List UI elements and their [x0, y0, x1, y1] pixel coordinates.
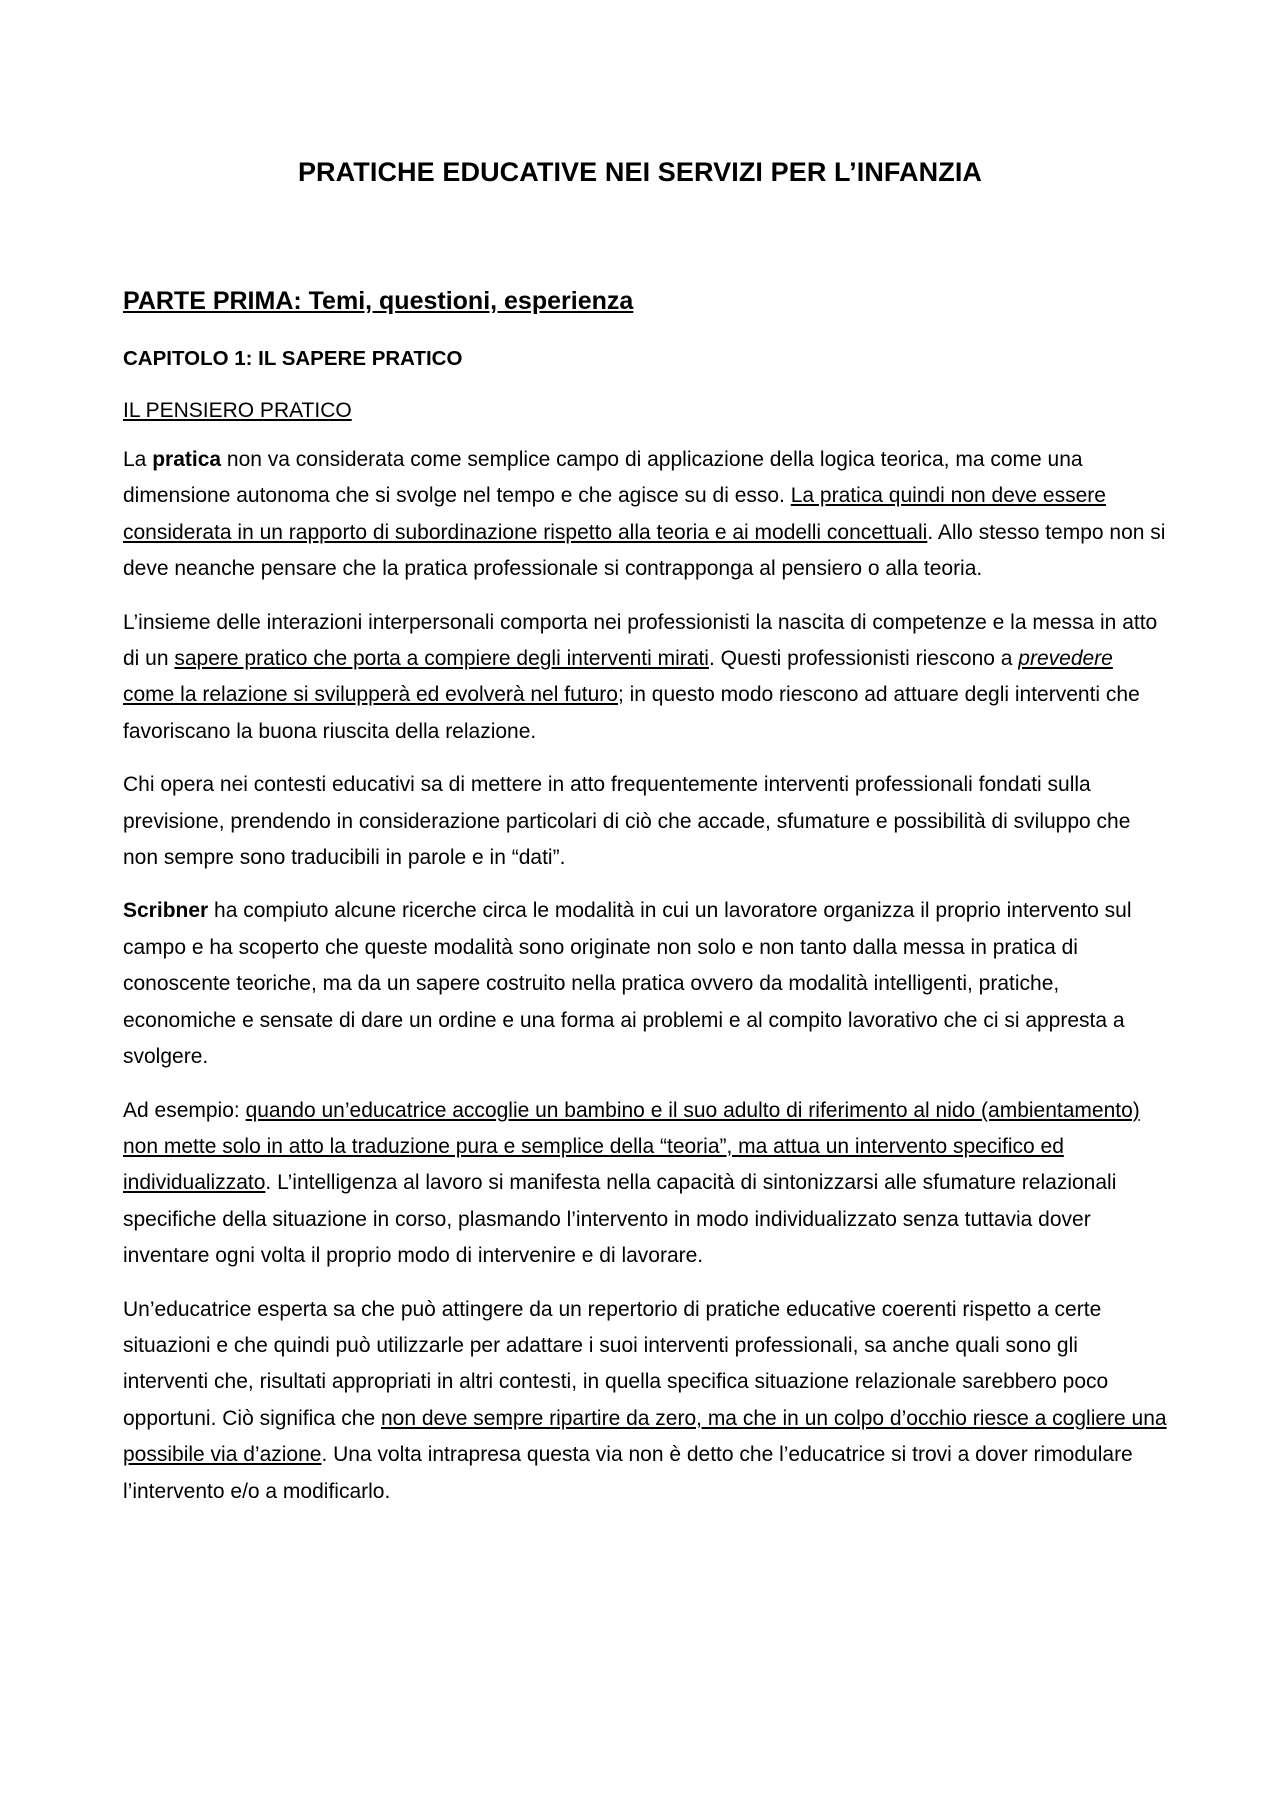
text-run: Scribner — [123, 899, 209, 923]
text-run: non deve sempre ripartire da zero, ma che in un colpo d’occhio riesce a cogliere una possibile via d’azione — [123, 1406, 1167, 1467]
paragraph-6 — [123, 1292, 1168, 1510]
section-heading: IL PENSIERO PRATICO — [123, 399, 352, 422]
text-run: ; in questo modo riescono ad attuare degli interventi che favoriscano la buona riuscita della relazione. — [123, 683, 1140, 743]
paragraph-3 — [123, 767, 1168, 876]
document-title: PRATICHE EDUCATIVE NEI SERVIZI PER L’INFANZIA — [297, 157, 983, 187]
text-run: Ad esempio: — [123, 1098, 246, 1122]
paragraph-5 — [123, 1093, 1168, 1275]
text-run: sapere pratico che porta a compiere degli interventi mirati — [174, 647, 709, 671]
paragraph-4 — [123, 893, 1168, 1075]
text-run: non va considerata come semplice campo di applicazione della logica teorica, ma come una dimensione autonoma che si svolge nel tempo e che agisce su di esso. — [123, 448, 1083, 508]
text-run: quando un’educatrice accoglie un bambino e il suo adulto di riferimento al nido (ambientamento) non mette solo in atto la traduzione pura e semplice della “teoria”, ma attua un intervento specifico ed individualizzato — [123, 1098, 1140, 1195]
paragraph-2 — [123, 605, 1168, 751]
text-run: pratica — [152, 448, 222, 471]
text-run: Chi opera nei contesti educativi sa di mettere in atto frequentemente interventi professionali fondati sulla previsione, prendendo in considerazione particolari di ciò che accade, sfumature e possibilità di sviluppo che non sempre sono traducibili in parole e in “dati”. — [123, 773, 1131, 870]
text-run: . Allo stesso tempo non si deve neanche pensare che la pratica professionale si contrapponga al pensiero o alla teoria. — [123, 520, 1166, 581]
text-run: ha compiuto alcune ricerche circa le modalità in cui un lavoratore organizza il proprio intervento sul campo e ha scoperto che queste modalità sono originate non solo e non tanto dalla messa in pratica di conoscente teoriche, ma da un sapere costruito nella pratica ovvero da modalità intelligenti, pratiche, economiche e sensate di dare un ordine e una forma ai problemi e al compito lavorativo che ci si appresta a svolgere. — [123, 899, 1132, 1069]
text-run: . Una volta intrapresa questa via non è detto che l’educatrice si trovi a dover rimodulare l’intervento e/o a modificarlo. — [123, 1443, 1133, 1503]
document-body — [123, 284, 1168, 1527]
text-run: La pratica quindi non deve essere considerata in un rapporto di subordinazione rispetto alla teoria e ai modelli concettuali — [123, 484, 1106, 544]
text-run: L’insieme delle interazioni interpersonali comporta nei professionisti la nascita di competenze e la messa in atto di un — [123, 610, 1158, 671]
text-run: . L’intelligenza al lavoro si manifesta nella capacità di sintonizzarsi alle sfumature relazionali specifiche della situazione in corso, plasmando l’intervento in modo individualizzato senza tuttavia dover inventare ogni volta il proprio modo di intervenire e di lavorare. — [123, 1171, 1117, 1268]
chapter-heading: CAPITOLO 1: IL SAPERE PRATICO — [123, 347, 463, 370]
part-heading: PARTE PRIMA: Temi, questioni, esperienza — [123, 287, 634, 315]
text-run: come la relazione si svilupperà ed evolverà nel futuro — [123, 683, 618, 707]
paragraph-1 — [123, 442, 1168, 588]
text-run: prevedere — [1018, 647, 1113, 671]
text-run: . Questi professionisti riescono a — [708, 647, 1019, 671]
text-run: Un’educatrice esperta sa che può attingere da un repertorio di pratiche educative coerenti rispetto a certe situazioni e che quindi può utilizzarle per adattare i suoi interventi professionali, sa anche quali sono gli interventi che, risultati appropriati in altri contesti, in quella specifica situazione relazionale sarebbero poco opportuni. Ciò significa che — [123, 1297, 1109, 1430]
text-run: La — [123, 448, 153, 471]
